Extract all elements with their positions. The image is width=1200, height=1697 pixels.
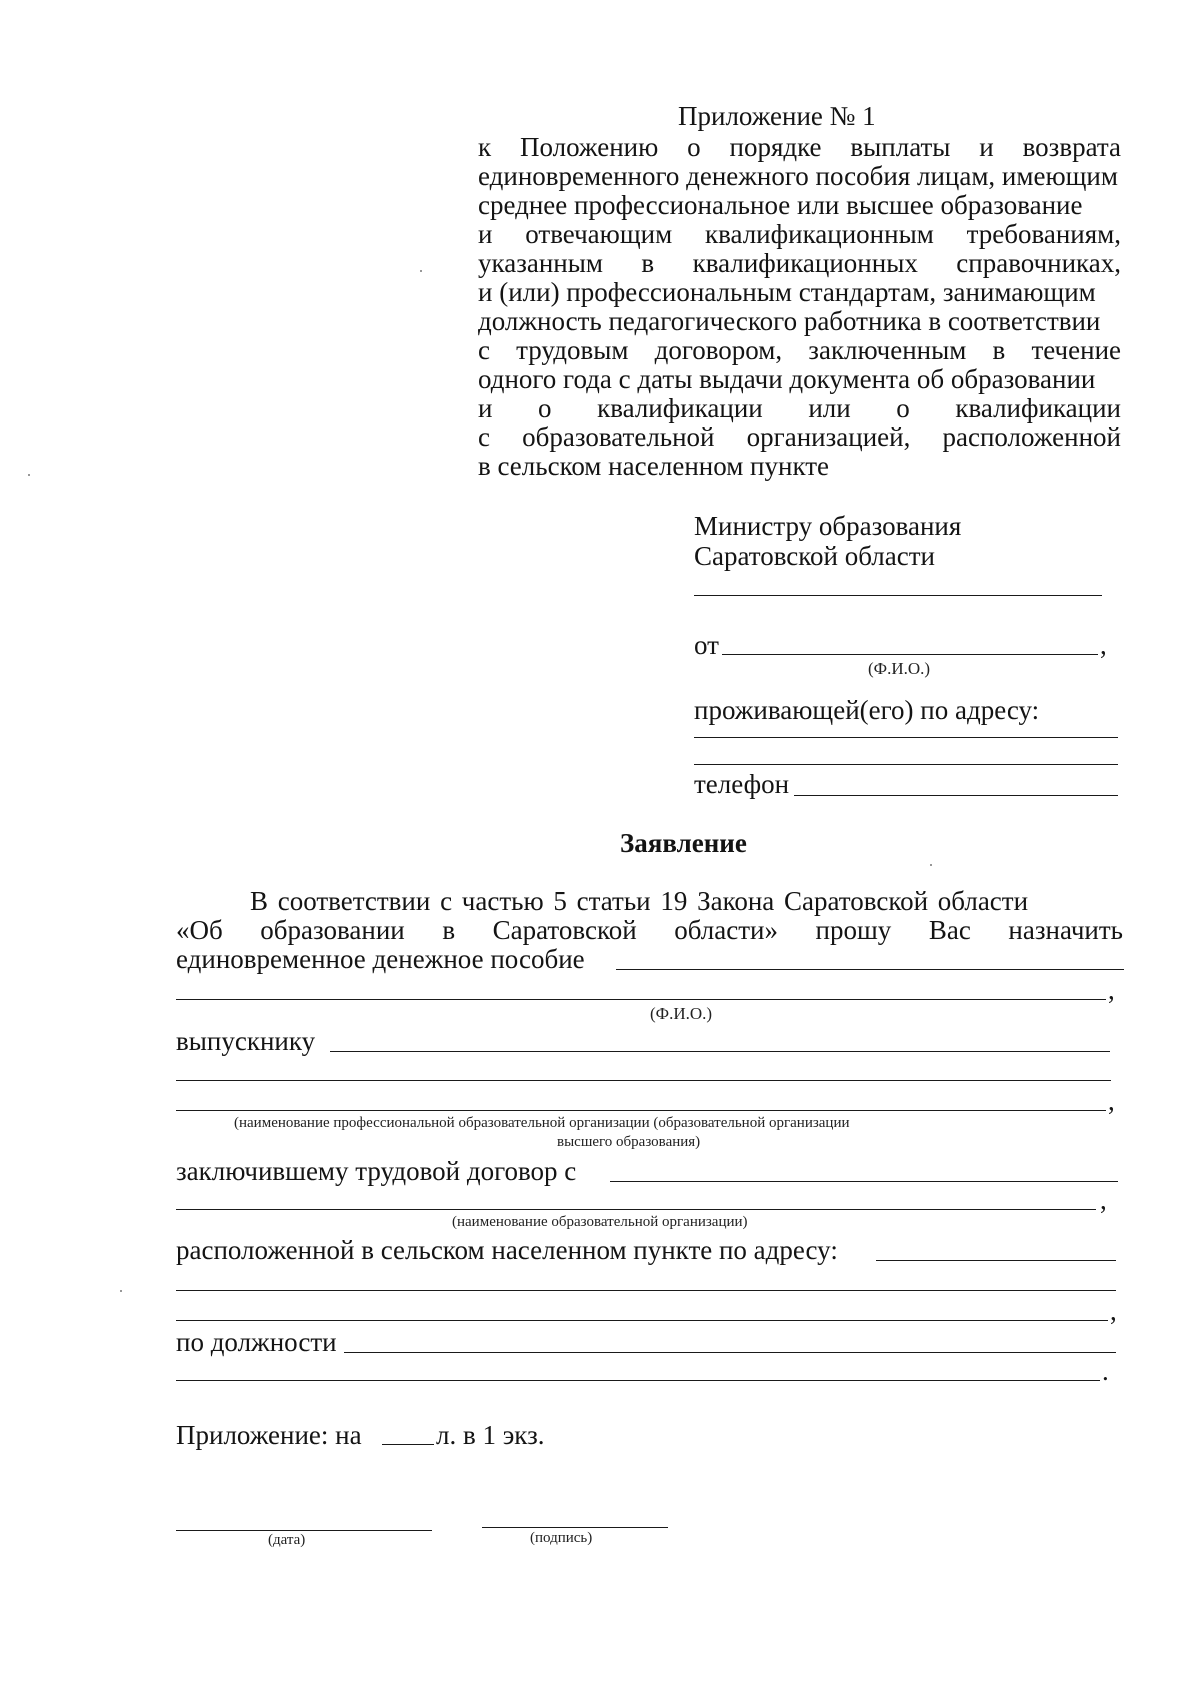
appendix-line: с образовательной организацией, расположенной [478,422,1121,452]
recipient-comma: , [1108,975,1115,1005]
rural-address-field-1[interactable] [876,1260,1116,1261]
scan-speck [28,474,30,476]
scan-speck [420,270,422,272]
statement-para-line-3: единовременное денежное пособие [176,944,585,974]
graduate-label: выпускнику [176,1026,316,1056]
date-hint: (дата) [268,1532,306,1548]
addressee-line-2: Саратовской области [694,541,935,571]
from-fio-hint: (Ф.И.О.) [868,659,931,678]
appendix-line: среднее профессиональное или высшее образование [478,190,1083,220]
date-field[interactable] [176,1530,432,1531]
org-hint-line-1: (наименование профессиональной образовательной организации (образовательной организации [234,1115,850,1131]
benefit-recipient-field-1[interactable] [616,969,1124,970]
residing-label: проживающей(его) по адресу: [694,695,1040,725]
graduate-comma: , [1108,1086,1115,1116]
addressee-blank-line[interactable] [694,595,1102,596]
contract-org-field-1[interactable] [610,1181,1118,1182]
graduate-field-2[interactable] [176,1080,1111,1081]
position-field-2[interactable] [176,1380,1100,1381]
appendix-line: должность педагогического работника в соответствии [478,306,1101,336]
org-hint-line-2: высшего образования) [557,1134,701,1150]
appendix-line: к Положению о порядке выплаты и возврата [478,132,1121,162]
position-label: по должности [176,1327,337,1357]
scan-speck [120,1290,122,1292]
appendix-line: единовременного денежного пособия лицам, имеющим [478,161,1118,191]
rural-address-field-3[interactable] [176,1320,1108,1321]
phone-label: телефон [694,769,790,799]
appendix-line: в сельском населенном пункте [478,451,829,481]
rural-address-comma: , [1110,1296,1117,1326]
attachment-suffix: л. в 1 экз. [436,1420,545,1450]
graduate-field-3[interactable] [176,1110,1106,1111]
graduate-field-1[interactable] [330,1051,1110,1052]
address-field-1[interactable] [694,737,1118,738]
appendix-line: одного года с даты выдачи документа об образовании [478,364,1096,394]
attachment-prefix: Приложение: на [176,1420,362,1450]
from-fio-field[interactable] [722,654,1098,655]
statement-para-line-1: В соответствии с частью 5 статьи 19 Закона Саратовской области [250,886,1029,916]
position-period: . [1102,1356,1109,1386]
rural-address-field-2[interactable] [176,1290,1116,1291]
contract-comma: , [1100,1185,1107,1215]
contract-org-field-2[interactable] [176,1209,1096,1210]
from-comma: , [1100,630,1107,660]
signature-field[interactable] [482,1527,668,1528]
appendix-line: и отвечающим квалификационным требованиям, [478,219,1121,249]
recipient-fio-hint: (Ф.И.О.) [650,1004,713,1023]
signature-hint: (подпись) [530,1530,593,1546]
position-field-1[interactable] [344,1352,1116,1353]
benefit-recipient-field-2[interactable] [176,999,1106,1000]
attachment-pages-field[interactable] [382,1444,434,1445]
scan-speck [930,864,932,866]
appendix-line: и (или) профессиональным стандартам, занимающим [478,277,1096,307]
addressee-line-1: Министру образования [694,511,962,541]
address-field-2[interactable] [694,764,1118,765]
from-label: от [694,630,719,660]
statement-heading: Заявление [620,828,747,858]
appendix-line: с трудовым договором, заключенным в течение [478,335,1121,365]
contract-label: заключившему трудовой договор с [176,1156,577,1186]
phone-field[interactable] [794,795,1118,796]
appendix-line: указанным в квалификационных справочниках, [478,248,1121,278]
rural-address-label: расположенной в сельском населенном пункте по адресу: [176,1235,838,1265]
appendix-title: Приложение № 1 [678,101,876,131]
edu-org-hint: (наименование образовательной организации) [452,1214,748,1230]
appendix-line: и о квалификации или о квалификации [478,393,1121,423]
statement-para-line-2: «Об образовании в Саратовской области» прошу Вас назначить [176,915,1123,945]
